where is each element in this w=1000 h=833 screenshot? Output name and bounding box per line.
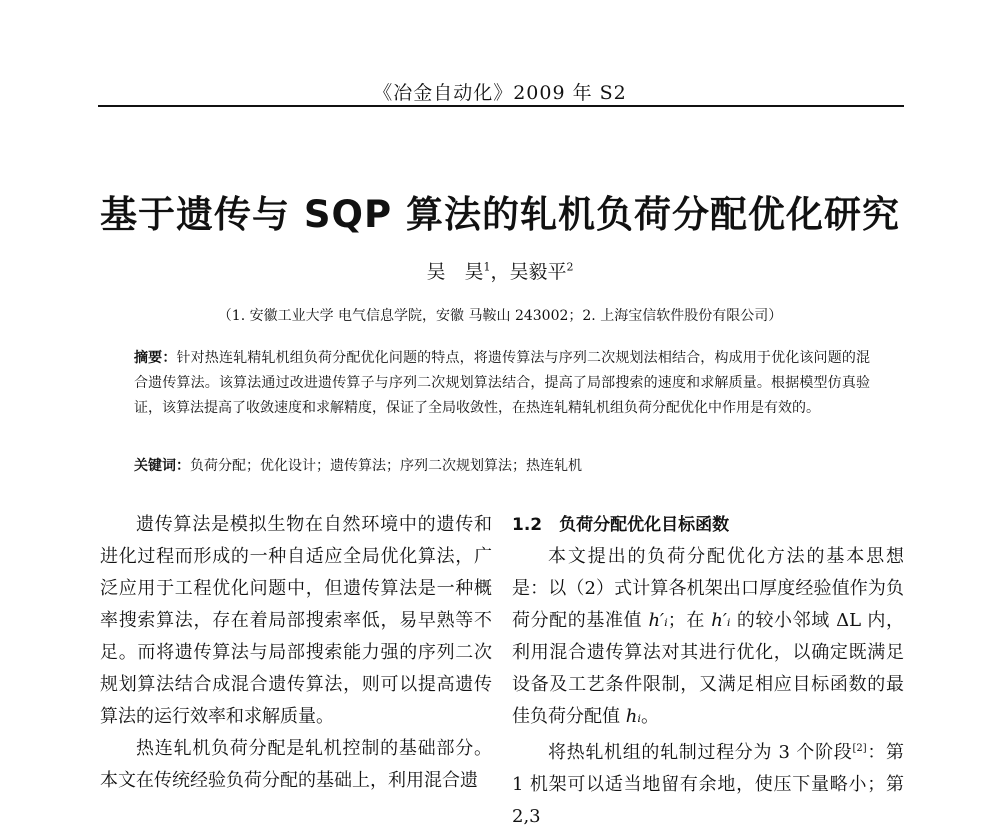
paper-title: 基于遗传与 SQP 算法的轧机负荷分配优化研究	[100, 193, 900, 236]
body-paragraph: 遗传算法是模拟生物在自然环境中的遗传和进化过程而形成的一种自适应全局优化算法，广泛应用于工程优化问题中，但遗传算法是一种概率搜索算法，存在着局部搜索率低，易早熟等不足。而将遗传算法与局部搜索能力强的序列二次规划算法结合成混合遗传算法，则可以提高遗传算法的运行效率和求解质量。	[100, 514, 492, 727]
author-separator: ，	[490, 261, 510, 283]
text-run: 本文提出的负荷分配优化方法的基本思想是：以（2）式计算各机架出口厚度经验值作为负荷分配的基准值	[512, 546, 904, 631]
abstract-label: 摘要：	[134, 350, 177, 366]
math-h-prime: h′ᵢ	[648, 610, 668, 631]
math-h-i: hᵢ	[625, 706, 641, 727]
author-2: 吴毅平	[509, 261, 567, 283]
text-run: 。	[640, 706, 659, 727]
right-column	[512, 509, 904, 833]
keywords-label: 关键词：	[134, 458, 190, 474]
header-rule	[98, 105, 904, 107]
journal-header: 《冶金自动化》2009 年 S2	[373, 82, 627, 104]
body-paragraph	[512, 733, 904, 833]
math-h-prime: h′ᵢ	[711, 610, 731, 631]
text-run: 将热轧机组的轧制过程分为 3 个阶段	[548, 742, 853, 763]
abstract-text: 针对热连轧精轧机组负荷分配优化问题的特点，将遗传算法与序列二次规划法相结合，构成用于优化该问题的混合遗传算法。该算法通过改进遗传算子与序列二次规划算法结合，提高了局部搜索的速度和求解质量。根据模型仿真验证，该算法提高了收敛速度和求解精度，保证了全局收敛性，在热连轧精轧机组负荷分配优化中作用是有效的。	[134, 350, 871, 416]
text-run: ；在	[667, 610, 712, 631]
text-run: ：第 1 机架可以适当地留有余地，使压下量略小；第 2,3	[512, 742, 905, 827]
abstract	[134, 346, 870, 421]
body-paragraph	[512, 541, 904, 733]
authors	[0, 257, 1000, 284]
author-1-affil: 1	[483, 260, 491, 274]
author-2-affil: 2	[566, 260, 574, 274]
author-1: 吴 昊	[426, 261, 484, 283]
keywords-text: 负荷分配；优化设计；遗传算法；序列二次规划算法；热连轧机	[190, 458, 582, 474]
section-heading: 1.2 负荷分配优化目标函数	[512, 515, 730, 535]
keywords	[134, 456, 870, 476]
text-run: 的较小邻域 ΔL 内，利用混合遗传算法对其进行优化，以确定既满足设备及工艺条件限制，又满足相应目标函数的最佳负荷分配值	[512, 610, 904, 727]
body-paragraph: 热连轧机负荷分配是轧机控制的基础部分。本文在传统经验负荷分配的基础上，利用混合遗	[100, 738, 492, 791]
left-column	[100, 509, 492, 797]
citation-ref: [2]	[852, 743, 867, 754]
affiliation: （1. 安徽工业大学 电气信息学院，安徽 马鞍山 243002；2. 上海宝信软件股份有限公司）	[217, 308, 783, 324]
